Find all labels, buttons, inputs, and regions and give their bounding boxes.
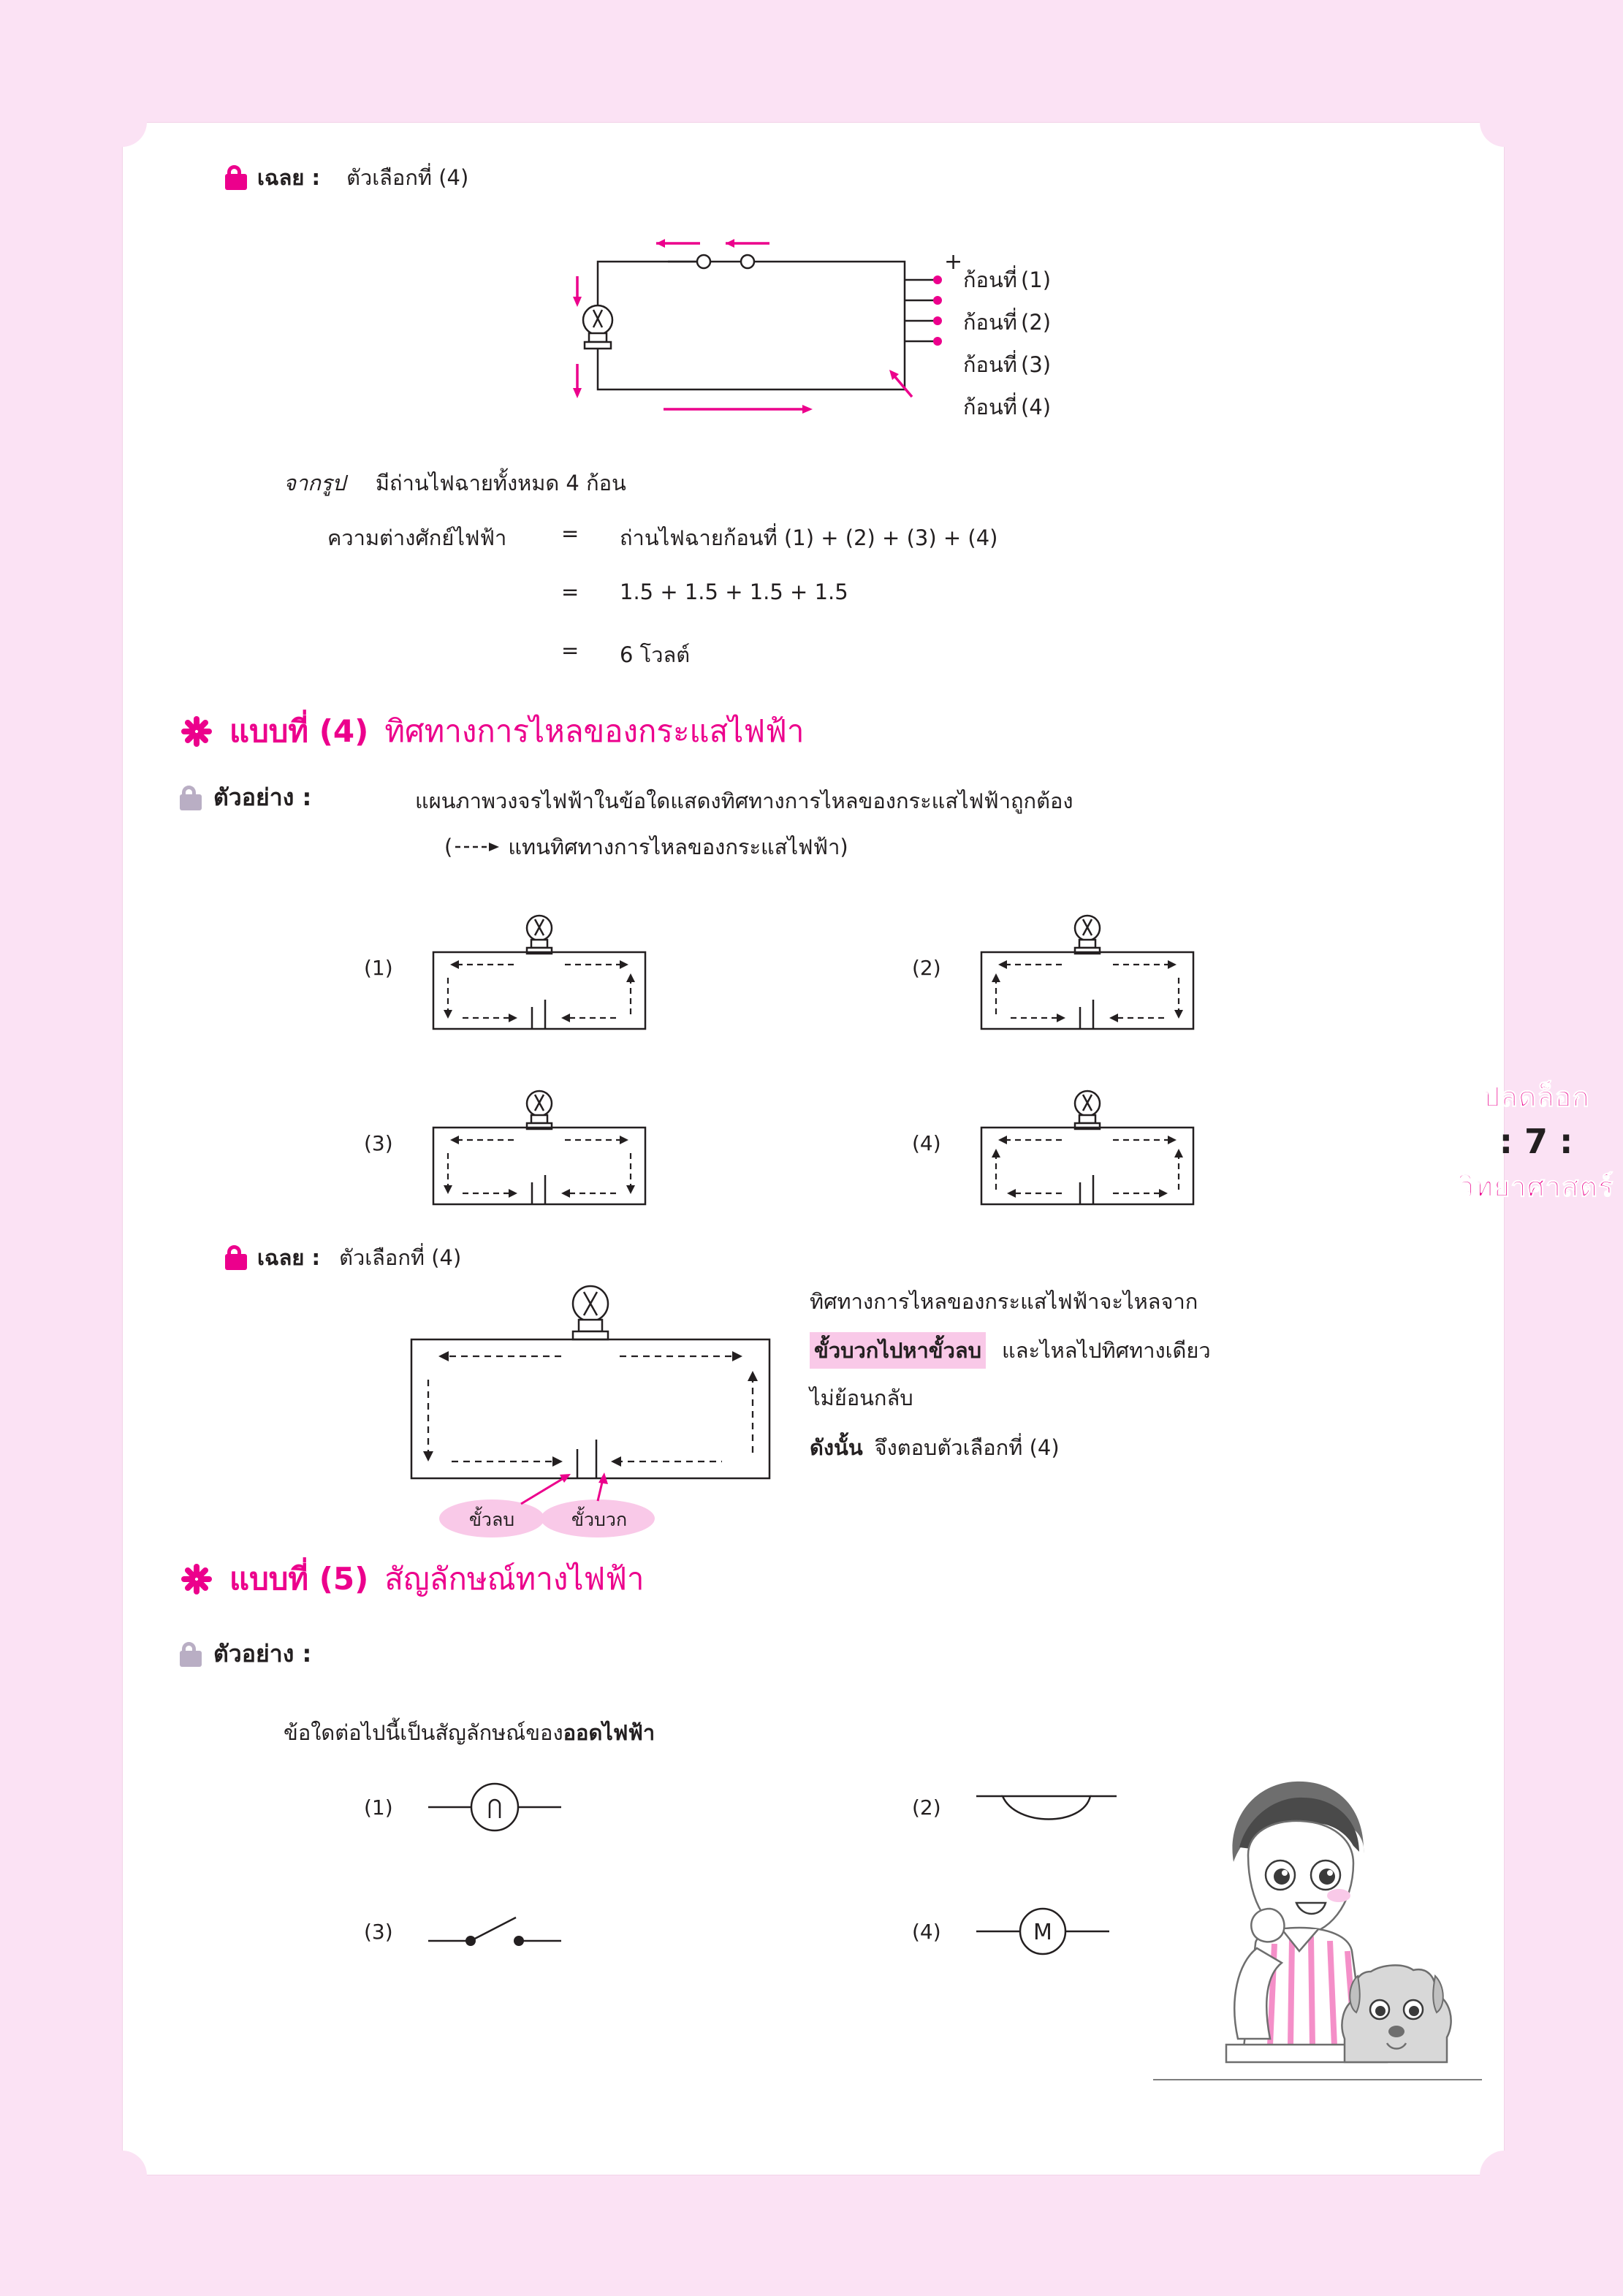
from-figure-text: มีถ่านไฟฉายทั้งหมด 4 ก้อน bbox=[375, 471, 626, 495]
motor-letter: M bbox=[1033, 1920, 1052, 1945]
bell-symbol bbox=[973, 1774, 1120, 1840]
answer-label-4: เฉลย : bbox=[257, 1245, 321, 1270]
corner-decor-tr bbox=[1480, 122, 1505, 147]
explain-line-3: ไม่ย้อนกลับ bbox=[810, 1385, 913, 1410]
calc-rhs-1: ถ่านไฟฉายก้อนที่ (1) + (2) + (3) + (4) bbox=[620, 525, 998, 550]
illustration-boy-and-dog bbox=[1146, 1752, 1489, 2096]
symbol-option-4[interactable] bbox=[912, 1898, 1112, 1964]
option-2-label: (2) bbox=[912, 956, 941, 980]
option-1-circuit bbox=[415, 912, 664, 1044]
explain-line-1: ทิศทางการไหลของกระแสไฟฟ้าจะไหลจาก bbox=[810, 1289, 1198, 1314]
dashed-arrow-icon bbox=[454, 839, 506, 855]
symbol-option-3-label: (3) bbox=[364, 1919, 393, 1944]
corner-decor-bl bbox=[122, 2151, 147, 2175]
battery-plus-sign: + bbox=[944, 249, 963, 275]
question-note-text: แทนทิศทางการไหลของกระแสไฟฟ้า) bbox=[508, 835, 848, 859]
calc-rhs-3: 6 โวลต์ bbox=[620, 642, 691, 667]
switch-symbol bbox=[425, 1898, 564, 1964]
symbol-option-1[interactable] bbox=[364, 1774, 564, 1840]
answer-row-1 bbox=[225, 161, 468, 194]
answer-label: เฉลย : bbox=[257, 165, 321, 190]
example-row-5 bbox=[180, 1635, 311, 1673]
answer-value-4: ตัวเลือกที่ (4) bbox=[339, 1245, 462, 1270]
question-note-4 bbox=[444, 830, 848, 864]
side-tab bbox=[1449, 1074, 1623, 1228]
calc-eq-3: = bbox=[561, 638, 579, 663]
flower-icon bbox=[180, 715, 213, 748]
conclusion-text: จึงตอบตัวเลือกที่ (4) bbox=[874, 1435, 1060, 1460]
answer-row-4 bbox=[225, 1241, 461, 1274]
example-label-5: ตัวอย่าง : bbox=[213, 1640, 312, 1668]
explain-highlight: ขั้วบวกไปหาขั้วลบ bbox=[810, 1332, 986, 1369]
corner-decor-br bbox=[1480, 2151, 1505, 2175]
boy-dog-illustration bbox=[1146, 1752, 1489, 2096]
symbol-option-2-label: (2) bbox=[912, 1795, 941, 1820]
section-heading-5 bbox=[180, 1555, 645, 1603]
calc-lhs-1: ความต่างศักย์ไฟฟ้า bbox=[327, 525, 507, 550]
cell-label-4: ก้อนที่ (4) bbox=[963, 395, 1052, 419]
question-5-pre: ข้อใดต่อไปนี้เป็นสัญลักษณ์ของ bbox=[284, 1720, 563, 1745]
calc-eq-2: = bbox=[561, 579, 579, 604]
section-heading-4-prefix: แบบที่ (4) bbox=[229, 713, 369, 749]
from-figure-row bbox=[284, 466, 626, 500]
question-5-bold: ออดไฟฟ้า bbox=[563, 1720, 655, 1745]
calc-row-3 bbox=[327, 638, 1204, 672]
question-text-5 bbox=[284, 1716, 655, 1749]
calc-row-2 bbox=[327, 579, 1204, 604]
circuit-diagram-cells bbox=[517, 218, 1073, 452]
lock-icon bbox=[225, 1245, 247, 1270]
side-tab-number: : 7 : bbox=[1499, 1122, 1573, 1161]
terminal-negative-label: ขั้วลบ bbox=[468, 1509, 515, 1530]
option-2-circuit bbox=[963, 912, 1212, 1044]
flower-icon bbox=[180, 1562, 213, 1596]
lock-icon-gray bbox=[180, 786, 202, 810]
cell-label-2: ก้อนที่ (2) bbox=[963, 310, 1052, 335]
calc-eq-1: = bbox=[561, 521, 579, 546]
symbol-option-4-label: (4) bbox=[912, 1919, 941, 1944]
example-label-4: ตัวอย่าง : bbox=[213, 783, 312, 811]
option-3-circuit bbox=[415, 1087, 664, 1219]
question-note-open: ( bbox=[444, 835, 453, 859]
symbol-option-3[interactable] bbox=[364, 1898, 564, 1964]
from-figure-label: จากรูป bbox=[284, 471, 346, 495]
symbol-option-1-label: (1) bbox=[364, 1795, 393, 1820]
option-4-label: (4) bbox=[912, 1131, 941, 1155]
lock-icon bbox=[225, 165, 247, 190]
section-heading-5-prefix: แบบที่ (5) bbox=[229, 1561, 369, 1597]
corner-decor-tl bbox=[122, 122, 147, 147]
answer-value: ตัวเลือกที่ (4) bbox=[346, 165, 469, 190]
symbol-option-2[interactable] bbox=[912, 1774, 1120, 1840]
answer-circuit-svg bbox=[393, 1277, 802, 1540]
example-row-4 bbox=[180, 779, 311, 816]
option-3-label: (3) bbox=[364, 1131, 393, 1155]
section-heading-5-text: สัญลักษณ์ทางไฟฟ้า bbox=[384, 1561, 645, 1597]
terminal-positive-label: ขั้วบวก bbox=[571, 1509, 628, 1530]
calc-lhs-3 bbox=[327, 638, 561, 672]
question-text-4: แผนภาพวงจรไฟฟ้าในข้อใดแสดงทิศทางการไหลของกระแสไฟฟ้าถูกต้อง bbox=[415, 788, 1073, 813]
conclusion-label: ดังนั้น bbox=[810, 1435, 863, 1460]
answer-circuit-4 bbox=[393, 1277, 802, 1540]
option-4-circuit bbox=[963, 1087, 1212, 1219]
cell-label-1: ก้อนที่ (1) bbox=[963, 267, 1052, 292]
lamp-symbol bbox=[425, 1774, 564, 1840]
section-heading-4-text: ทิศทางการไหลของกระแสไฟฟ้า bbox=[384, 713, 805, 749]
page-sheet bbox=[123, 123, 1504, 2175]
section-heading-4 bbox=[180, 707, 804, 756]
motor-symbol bbox=[973, 1898, 1112, 1964]
explain-line-2 bbox=[810, 1332, 1211, 1369]
lock-icon-gray bbox=[180, 1642, 202, 1667]
option-1-label: (1) bbox=[364, 956, 393, 980]
side-tab-line3: วิทยาศาสตร์ bbox=[1458, 1171, 1614, 1203]
explain-line-2-rest: และไหลไปทิศทางเดียว bbox=[1002, 1338, 1211, 1363]
calc-lhs-2 bbox=[327, 579, 561, 604]
calc-row-1 bbox=[327, 521, 1204, 555]
side-tab-line1: ปลดล็อก bbox=[1482, 1081, 1590, 1113]
calc-rhs-2: 1.5 + 1.5 + 1.5 + 1.5 bbox=[620, 579, 848, 604]
conclusion-row-4 bbox=[810, 1431, 1060, 1464]
cell-label-3: ก้อนที่ (3) bbox=[963, 352, 1052, 377]
